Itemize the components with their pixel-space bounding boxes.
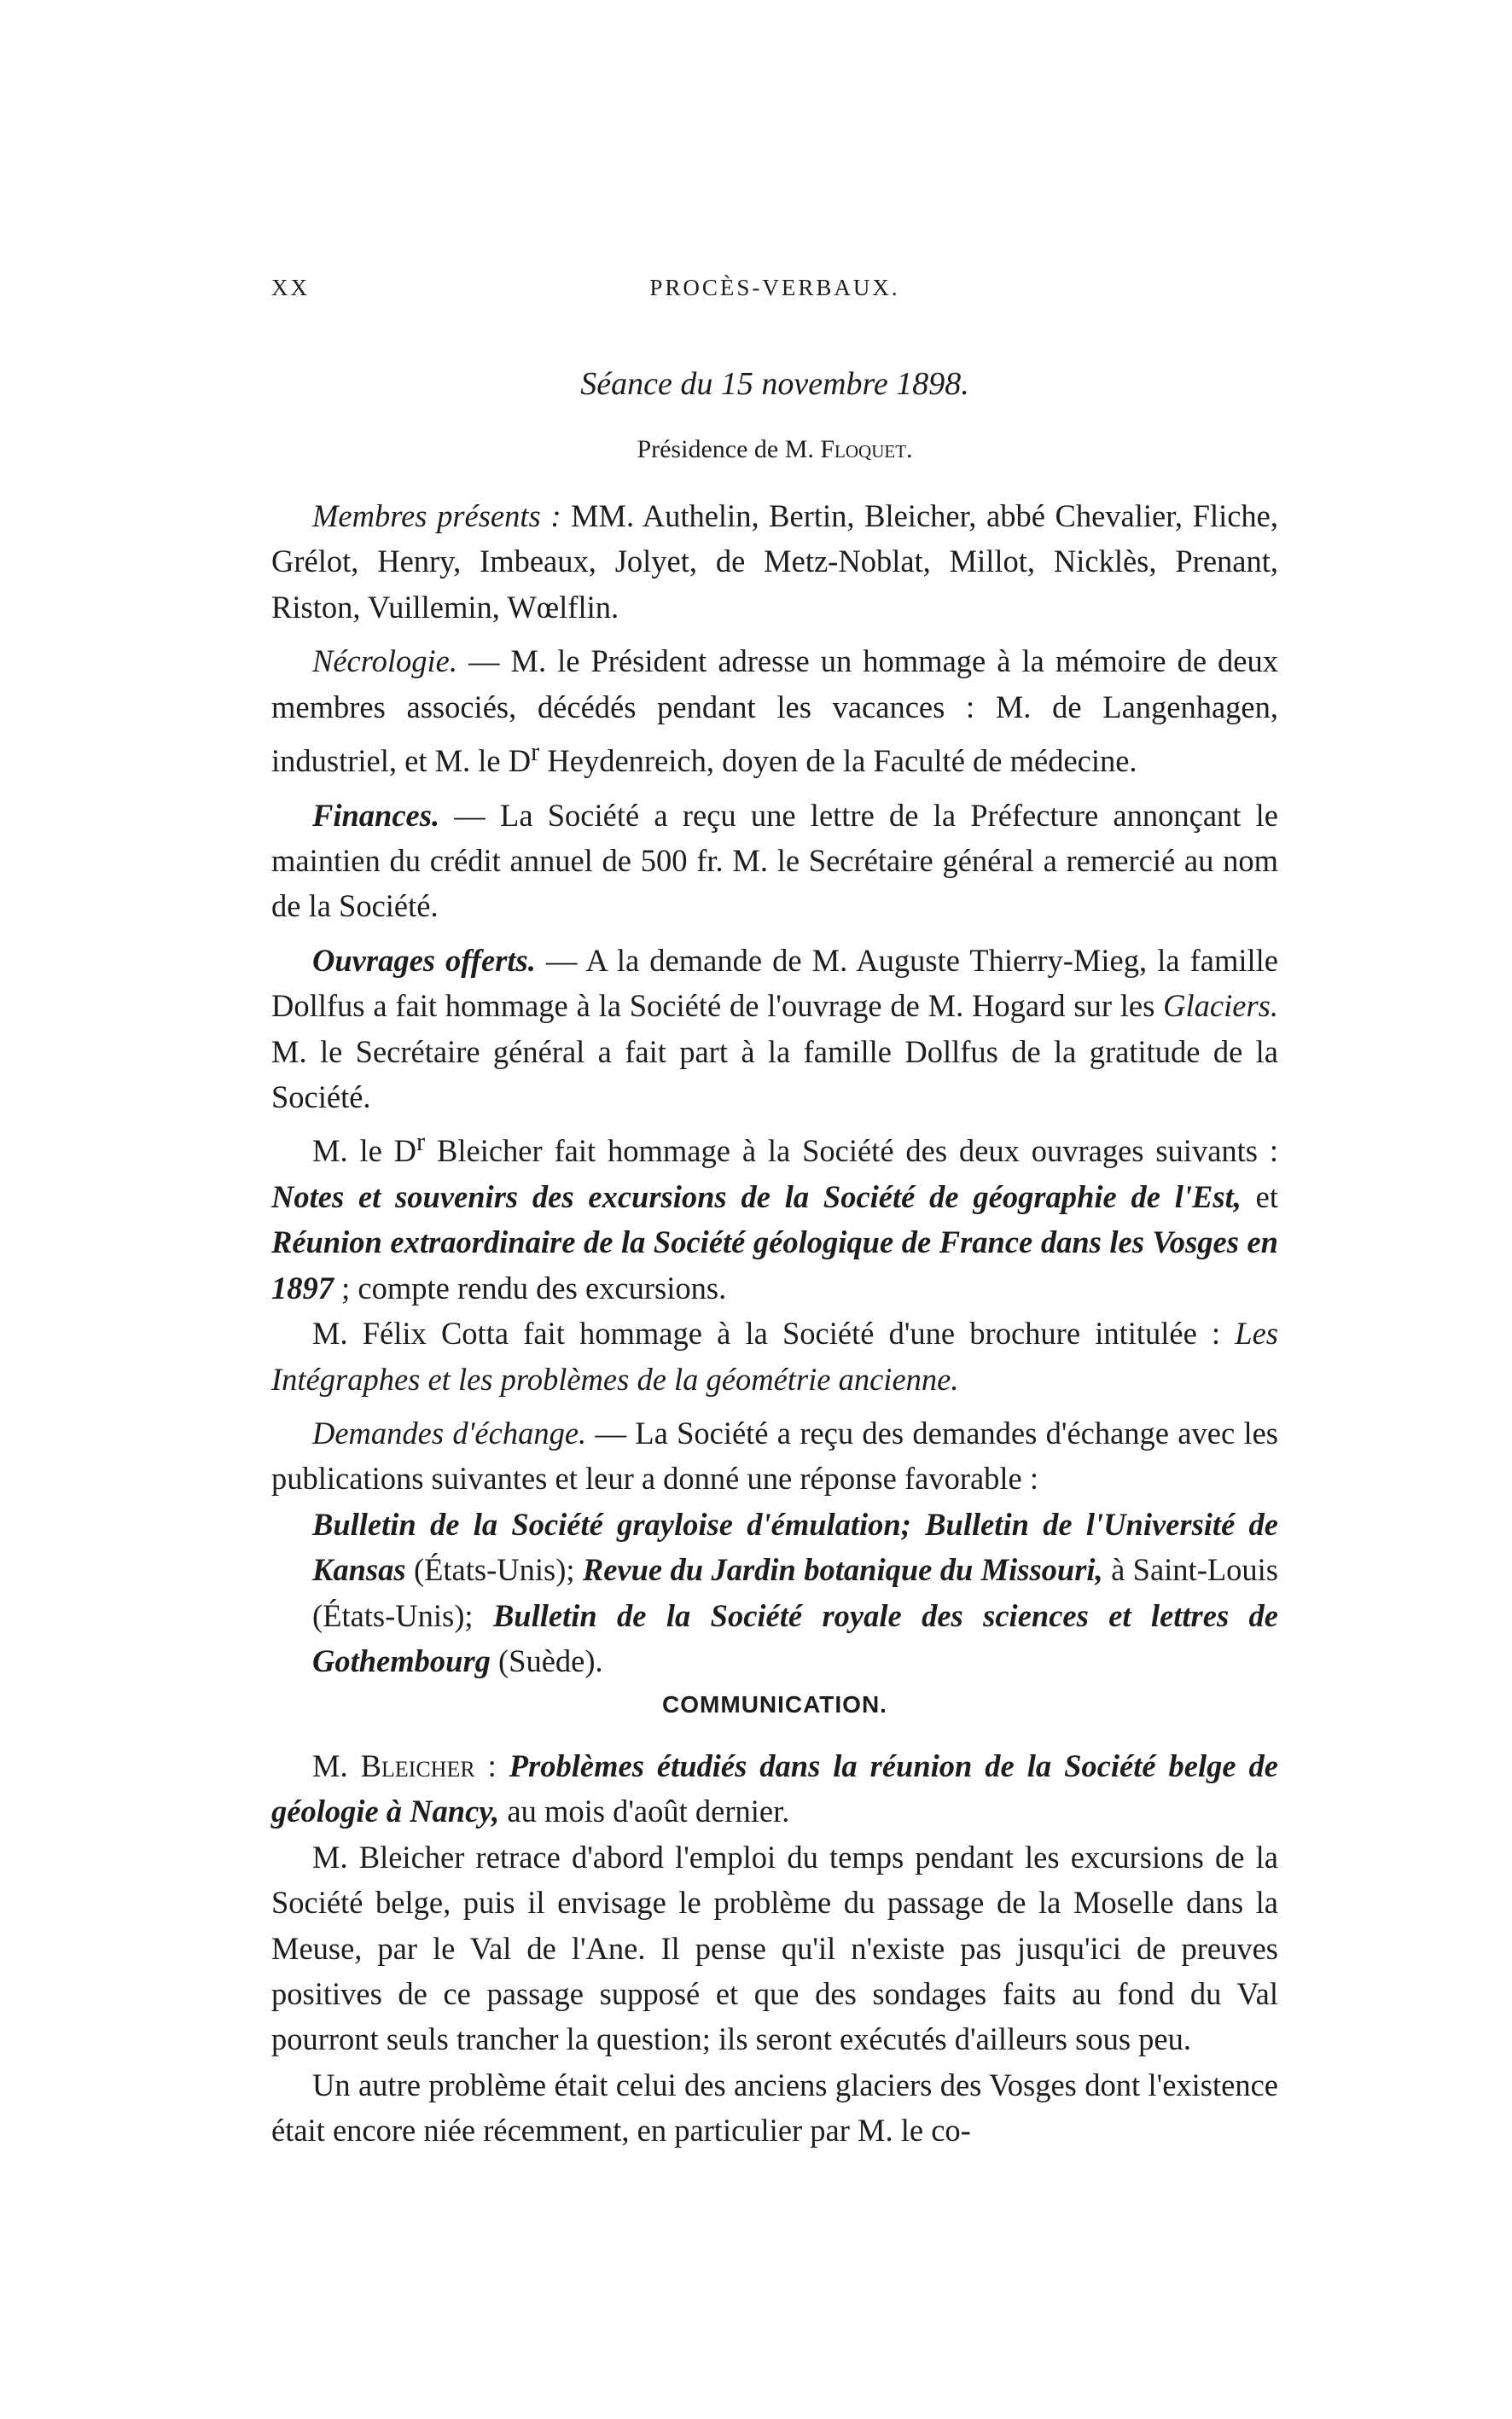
- echange-pub-3: Revue du Jardin botanique du Missouri,: [582, 1552, 1103, 1588]
- session-title: Séance du 15 novembre 1898.: [580, 366, 969, 402]
- echange-loc-2: (États-Unis);: [405, 1552, 583, 1588]
- necrologie-text-a: — M. le Président adresse un hommage à la mémoire de deux membres associés, décédés pendant les vacances : M. de Langenhagen, industriel, et M. le D: [271, 643, 1278, 779]
- paragraph-finances: [271, 793, 1278, 929]
- label-finances: Finances.: [312, 797, 440, 833]
- echange-pub-4: Bulletin de la Société royale des sciences et lettres de Gothembourg: [312, 1597, 1278, 1679]
- bleicher-title-2: Réunion extraordinaire de la Société géologique de France dans les Vosges en 1897: [271, 1224, 1278, 1305]
- paragraph-echanges-list: [271, 1502, 1278, 1684]
- echanges-text: — La Société a reçu des demandes d'échange avec les publications suivantes et leur a donné une réponse favorable :: [271, 1416, 1279, 1497]
- presidence-prefix: Présidence de M.: [637, 435, 814, 463]
- bleicher-text-d: ; compte rendu des excursions.: [334, 1270, 727, 1305]
- echange-loc-3: à Saint-Louis (États-Unis);: [312, 1552, 1278, 1633]
- ouvrages-italic: Glaciers.: [1163, 988, 1278, 1024]
- echange-loc-4: (Suède).: [490, 1643, 603, 1679]
- comm-author-prefix: M.: [312, 1748, 361, 1783]
- label-ouvrages: Ouvrages offerts.: [312, 942, 536, 978]
- necrologie-sup: r: [531, 737, 540, 767]
- bleicher-text-c: et: [1241, 1179, 1278, 1214]
- label-echanges: Demandes d'échange.: [312, 1416, 587, 1451]
- paragraph-necrologie: [271, 638, 1278, 783]
- necrologie-text-b: Heydenreich, doyen de la Faculté de médecine.: [539, 743, 1137, 779]
- page-number: XX: [271, 275, 310, 300]
- communication-body: [271, 1743, 1278, 2154]
- label-necrologie: Nécrologie.: [312, 643, 457, 679]
- bleicher-title-1: Notes et souvenirs des excursions de la Société de géographie de l'Est,: [271, 1179, 1242, 1214]
- paragraph-communication-2: M. Bleicher retrace d'abord l'emploi du temps pendant les excursions de la Société belge, puis il envisage le problème du passage de la Moselle dans la Meuse, par le Val de l'Ane. Il pense qu'il n'existe pas jusqu'ici de preuves positives de ce passage supposé et que des sondages faits au fond du Val pourront seuls trancher la question; ils seront exécutés d'ailleurs sous peu.: [271, 1839, 1278, 2057]
- membres-text: MM. Authelin, Bertin, Bleicher, abbé Chevalier, Fliche, Grélot, Henry, Imbeaux, Jolyet, de Metz-Noblat, Millot, Nicklès, Prenant, Riston, Vuillemin, Wœlflin.: [271, 498, 1279, 625]
- paragraph-cotta: [271, 1311, 1278, 1402]
- ouvrages-text-b: M. le Secrétaire général a fait part à la famille Dollfus de la gratitude de la Société.: [271, 1033, 1278, 1115]
- comm-colon: :: [474, 1748, 509, 1783]
- paragraph-bleicher-hommage: [271, 1119, 1278, 1311]
- echange-pub-1: Bulletin de la Société grayloise d'émulation;: [312, 1506, 911, 1542]
- comm-title-tail: au mois d'août dernier.: [499, 1794, 790, 1829]
- section-heading-communication: COMMUNICATION.: [662, 1691, 887, 1718]
- ouvrages-text-a: — A la demande de M. Auguste Thierry-Mieg, la famille Dollfus a fait hommage à la Société de l'ouvrage de M. Hogard sur les: [271, 942, 1278, 1024]
- label-membres: Membres présents :: [312, 498, 561, 533]
- paragraph-membres: [271, 493, 1278, 630]
- cotta-title: Les Intégraphes et les problèmes de la géométrie ancienne.: [271, 1316, 1278, 1397]
- paragraph-communication-title: [271, 1743, 1278, 1835]
- finances-text: — La Société a reçu une lettre de la Préfecture annonçant le maintien du crédit annuel de 500 fr. M. le Secrétaire général a remercié au nom de la Société.: [271, 797, 1278, 924]
- president-name: Floquet.: [820, 435, 913, 463]
- comm-title: Problèmes étudiés dans la réunion de la Société belge de géologie à Nancy,: [271, 1748, 1278, 1829]
- paragraph-communication-3: Un autre problème était celui des anciens glaciers des Vosges dont l'existence était encore niée récemment, en particulier par M. le co-: [271, 2067, 1278, 2149]
- cotta-text: M. Félix Cotta fait hommage à la Société d'une brochure intitulée :: [312, 1316, 1221, 1352]
- comm-author: Bleicher: [360, 1748, 475, 1783]
- running-title: PROCÈS-VERBAUX.: [649, 275, 900, 300]
- bleicher-text-b: Bleicher fait hommage à la Société des deux ouvrages suivants :: [425, 1133, 1278, 1169]
- bleicher-text-a: M. le D: [312, 1133, 417, 1169]
- paragraph-echanges: [271, 1410, 1278, 1502]
- running-header: [271, 275, 1278, 309]
- presidence-line: [271, 435, 1278, 464]
- paragraph-ouvrages: [271, 938, 1278, 1120]
- bleicher-sup: r: [416, 1127, 426, 1157]
- minutes-body: [271, 493, 1278, 1683]
- echange-pub-2: Bulletin de l'Université de Kansas: [312, 1506, 1278, 1588]
